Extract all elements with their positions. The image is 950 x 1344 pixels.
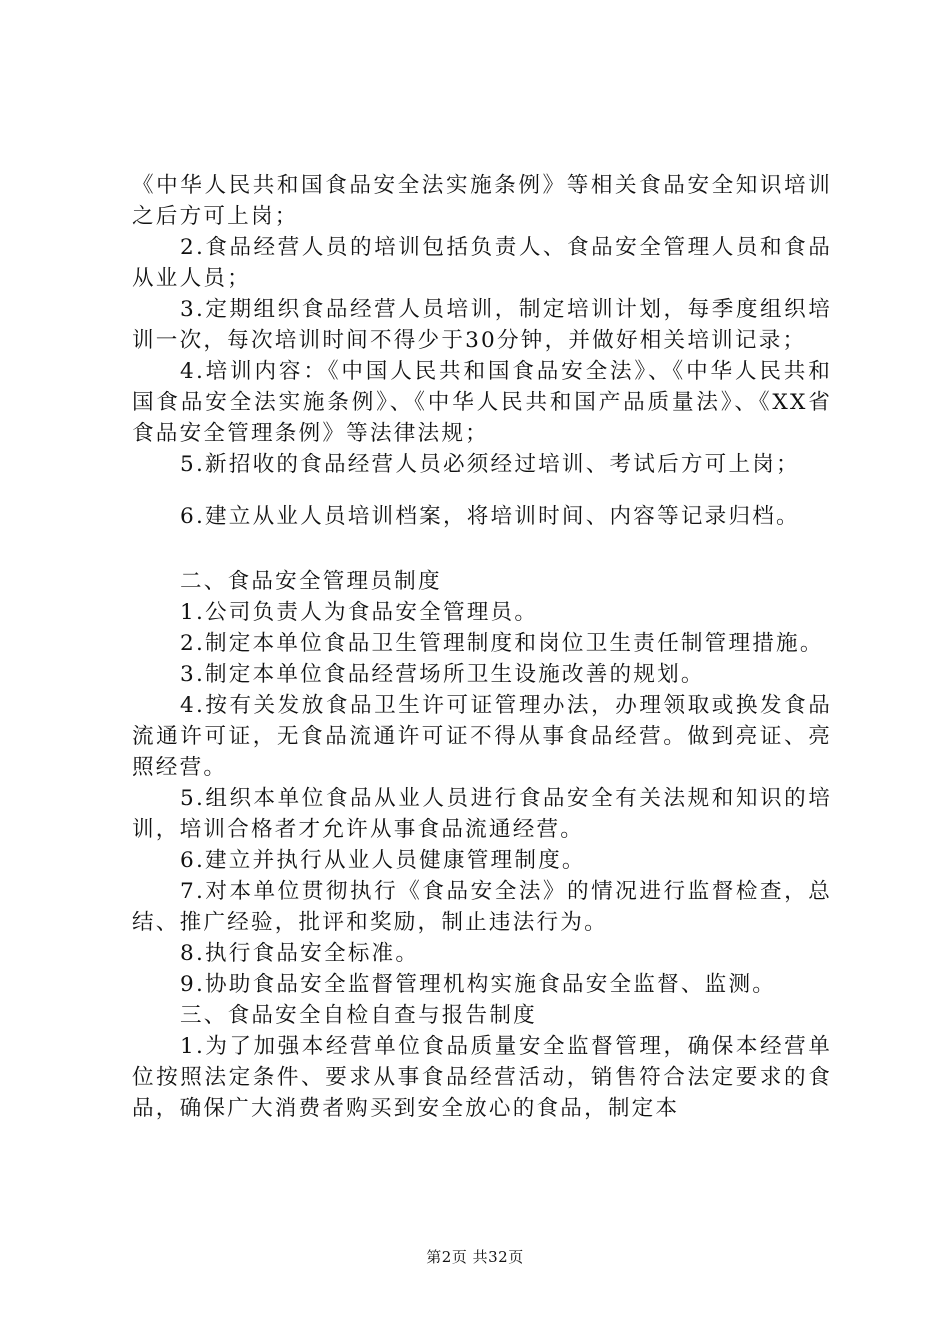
- section-heading-manager: 二、食品安全管理员制度: [180, 569, 442, 594]
- paragraph-training-5: 5.新招收的食品经营人员必须经过培训、考试后方可上岗；: [180, 452, 800, 477]
- paragraph-selfcheck-1: 1.为了加强本经营单位食品质量安全监督管理，确保本经营单位按照法定条件、要求从事食品经营活动，销售符合法定要求的食品，确保广大消费者购买到安全放心的食品，制定本: [132, 1034, 832, 1121]
- document-body: [132, 170, 832, 1124]
- paragraph-manager-9: 9.协助食品安全监督管理机构实施食品安全监督、监测。: [180, 972, 777, 997]
- paragraph-training-2: 2.食品经营人员的培训包括负责人、食品安全管理人员和食品从业人员；: [132, 235, 832, 291]
- paragraph-manager-8: 8.执行食品安全标准。: [180, 941, 420, 966]
- paragraph-manager-2: 2.制定本单位食品卫生管理制度和岗位卫生责任制管理措施。: [180, 631, 824, 656]
- paragraph-training-6: 6.建立从业人员培训档案，将培训时间、内容等记录归档。: [180, 504, 800, 529]
- paragraph-manager-4: 4.按有关发放食品卫生许可证管理办法，办理领取或换发食品流通许可证，无食品流通许可证不得从事食品经营。做到亮证、亮照经营。: [132, 693, 832, 780]
- paragraph-training-3: 3.定期组织食品经营人员培训，制定培训计划，每季度组织培训一次，每次培训时间不得少于30分钟，并做好相关培训记录；: [132, 297, 832, 353]
- paragraph-manager-1: 1.公司负责人为食品安全管理员。: [180, 600, 539, 625]
- paragraph-intro-continuation: 《中华人民共和国食品安全法实施条例》等相关食品安全知识培训之后方可上岗；: [132, 173, 832, 229]
- paragraph-manager-7: 7.对本单位贯彻执行《食品安全法》的情况进行监督检查，总结、推广经验，批评和奖励，制止违法行为。: [132, 879, 832, 935]
- section-heading-selfcheck: 三、食品安全自检自查与报告制度: [180, 1003, 537, 1028]
- paragraph-manager-3: 3.制定本单位食品经营场所卫生设施改善的规划。: [180, 662, 705, 687]
- paragraph-training-4: 4.培训内容：《中国人民共和国食品安全法》、《中华人民共和国食品安全法实施条例》、《中华人民共和国产品质量法》、《XX省食品安全管理条例》等法律法规；: [132, 359, 832, 446]
- page-number-footer: 第2页 共32页: [426, 1248, 524, 1266]
- paragraph-manager-5: 5.组织本单位食品从业人员进行食品安全有关法规和知识的培训，培训合格者才允许从事食品流通经营。: [132, 786, 832, 842]
- paragraph-manager-6: 6.建立并执行从业人员健康管理制度。: [180, 848, 586, 873]
